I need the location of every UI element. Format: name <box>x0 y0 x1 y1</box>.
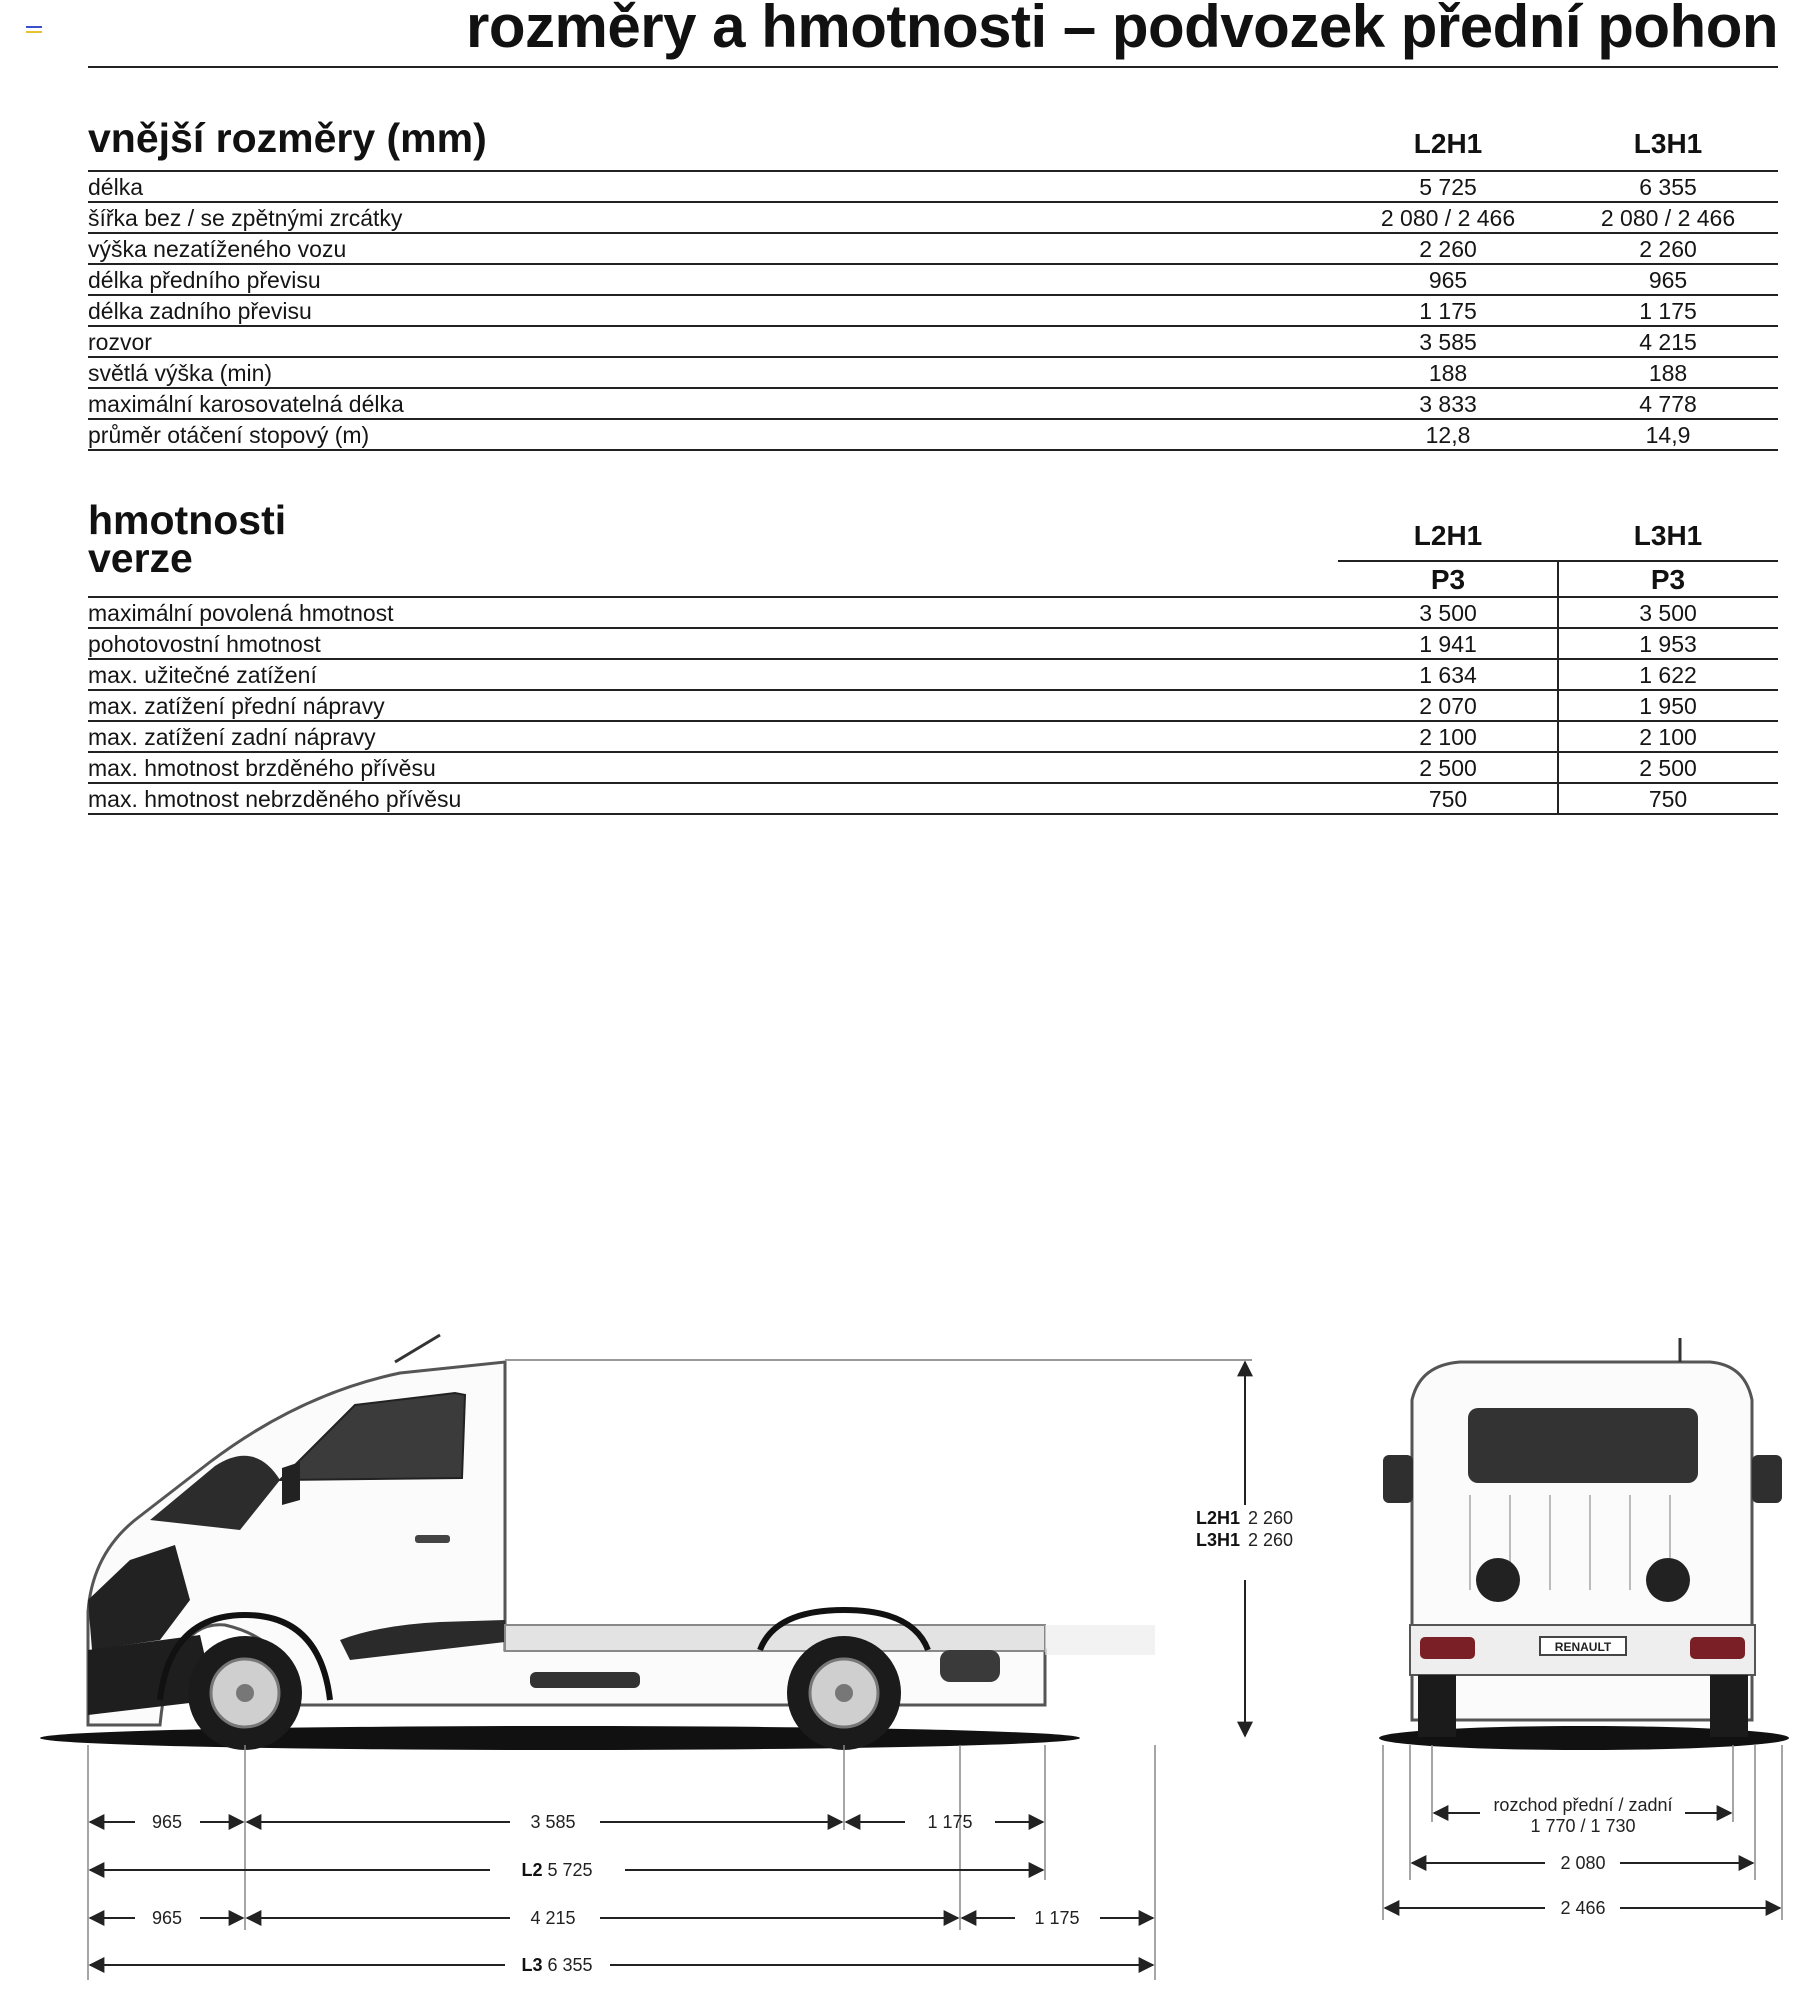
value-l2h1: 965 <box>1428 267 1468 293</box>
vehicle-dimension-drawing <box>0 1320 1808 2000</box>
length-l3 <box>521 1955 592 1975</box>
dimensions-col-l2h1: L2H1 <box>1413 128 1483 159</box>
table-row <box>88 356 1778 387</box>
weights-table <box>88 596 1778 815</box>
value-l2h1: 1 941 <box>1419 631 1477 657</box>
table-row <box>88 751 1778 782</box>
table-row <box>88 418 1778 451</box>
value-l2h1: 2 500 <box>1419 755 1477 781</box>
height-value-l3h1: 2 260 <box>1248 1530 1294 1550</box>
value-l3h1: 14,9 <box>1645 422 1691 448</box>
dimensions-col-l3h1: L3H1 <box>1633 128 1703 159</box>
front-overhang-l3: 965 <box>151 1908 183 1928</box>
row-label: průměr otáčení stopový (m) <box>88 422 370 448</box>
value-l2h1: 2 260 <box>1419 236 1477 262</box>
title-rule <box>88 66 1778 68</box>
length-l2 <box>521 1860 592 1880</box>
value-l2h1: 1 634 <box>1419 662 1477 688</box>
value-l2h1: 3 833 <box>1419 391 1477 417</box>
weights-subheading: verze <box>88 535 193 581</box>
value-l3h1: 3 500 <box>1639 600 1697 626</box>
value-l2h1: 3 585 <box>1419 329 1477 355</box>
brand-plate: RENAULT <box>1554 1640 1612 1654</box>
value-l2h1: 188 <box>1428 360 1468 386</box>
value-l2h1: 3 500 <box>1419 600 1477 626</box>
table-row <box>88 387 1778 418</box>
page-menu-icon <box>26 26 42 38</box>
row-label: délka předního převisu <box>88 267 321 293</box>
value-l3h1: 2 080 / 2 466 <box>1600 205 1736 231</box>
value-l3h1: 4 778 <box>1639 391 1697 417</box>
value-l3h1: 2 260 <box>1639 236 1697 262</box>
page-title: rozměry a hmotnosti – podvozek přední pohon <box>466 0 1778 60</box>
table-row <box>88 263 1778 294</box>
value-l2h1: 2 070 <box>1419 693 1477 719</box>
weights-subcol-2: P3 <box>1650 564 1686 595</box>
row-label: max. hmotnost nebrzděného přívěsu <box>88 786 462 812</box>
value-l3h1: 750 <box>1648 786 1688 812</box>
width-mirrors: 2 466 <box>1560 1898 1606 1918</box>
row-label: max. zatížení zadní nápravy <box>88 724 376 750</box>
value-l2h1: 2 080 / 2 466 <box>1380 205 1516 231</box>
length-l2-value: 5 725 <box>547 1860 593 1880</box>
value-l3h1: 1 175 <box>1639 298 1697 324</box>
row-label: max. užitečné zatížení <box>88 662 317 688</box>
value-l2h1: 750 <box>1428 786 1468 812</box>
value-l3h1: 1 953 <box>1639 631 1697 657</box>
wheelbase-l3: 4 215 <box>530 1908 576 1928</box>
length-l2-label: L2 <box>521 1860 543 1880</box>
value-l3h1: 2 100 <box>1639 724 1697 750</box>
value-l2h1: 2 100 <box>1419 724 1477 750</box>
row-label: délka zadního převisu <box>88 298 312 324</box>
track-value: 1 770 / 1 730 <box>1530 1816 1636 1836</box>
value-l2h1: 1 175 <box>1419 298 1477 324</box>
height-value-l2h1: 2 260 <box>1248 1508 1294 1528</box>
row-label: maximální povolená hmotnost <box>88 600 394 626</box>
value-l3h1: 4 215 <box>1639 329 1697 355</box>
track-label: rozchod přední / zadní <box>1493 1795 1673 1815</box>
length-l3-value: 6 355 <box>547 1955 593 1975</box>
row-label: šířka bez / se zpětnými zrcátky <box>88 205 403 231</box>
value-l3h1: 1 950 <box>1639 693 1697 719</box>
table-row <box>88 658 1778 689</box>
row-label: délka <box>88 174 143 200</box>
table-row <box>88 170 1778 201</box>
rear-overhang-l3: 1 175 <box>1034 1908 1080 1928</box>
width-body: 2 080 <box>1560 1853 1606 1873</box>
value-l3h1: 6 355 <box>1639 174 1697 200</box>
row-label: pohotovostní hmotnost <box>88 631 321 657</box>
row-label: maximální karosovatelná délka <box>88 391 404 417</box>
table-row <box>88 782 1778 815</box>
table-row <box>88 201 1778 232</box>
height-label-l3h1: L3H1 <box>1196 1530 1241 1550</box>
table-row <box>88 232 1778 263</box>
weights-heading: hmotnosti <box>88 497 287 543</box>
value-l3h1: 965 <box>1648 267 1688 293</box>
wheelbase-l2: 3 585 <box>530 1812 576 1832</box>
front-overhang-l2: 965 <box>151 1812 183 1832</box>
dimensions-table <box>88 170 1778 451</box>
weights-subcol-1: P3 <box>1430 564 1466 595</box>
row-label: max. zatížení přední nápravy <box>88 693 385 719</box>
row-label: rozvor <box>88 329 152 355</box>
value-l2h1: 12,8 <box>1425 422 1471 448</box>
rear-view-van <box>1379 1338 1789 1750</box>
table-row <box>88 689 1778 720</box>
rear-overhang-l2: 1 175 <box>927 1812 973 1832</box>
value-l3h1: 188 <box>1648 360 1688 386</box>
value-l2h1: 5 725 <box>1419 174 1477 200</box>
weights-col-l2h1: L2H1 <box>1413 520 1483 551</box>
table-row <box>88 294 1778 325</box>
row-label: výška nezatíženého vozu <box>88 236 347 262</box>
value-l3h1: 2 500 <box>1639 755 1697 781</box>
table-row <box>88 627 1778 658</box>
weights-col-l3h1: L3H1 <box>1633 520 1703 551</box>
length-l3-label: L3 <box>521 1955 543 1975</box>
dimensions-heading: vnější rozměry (mm) <box>88 115 487 161</box>
row-label: max. hmotnost brzděného přívěsu <box>88 755 436 781</box>
table-row <box>88 720 1778 751</box>
height-label-l2h1: L2H1 <box>1196 1508 1241 1528</box>
table-row <box>88 325 1778 356</box>
value-l3h1: 1 622 <box>1639 662 1697 688</box>
row-label: světlá výška (min) <box>88 360 273 386</box>
side-view-van <box>40 1335 1155 1750</box>
table-row <box>88 596 1778 627</box>
